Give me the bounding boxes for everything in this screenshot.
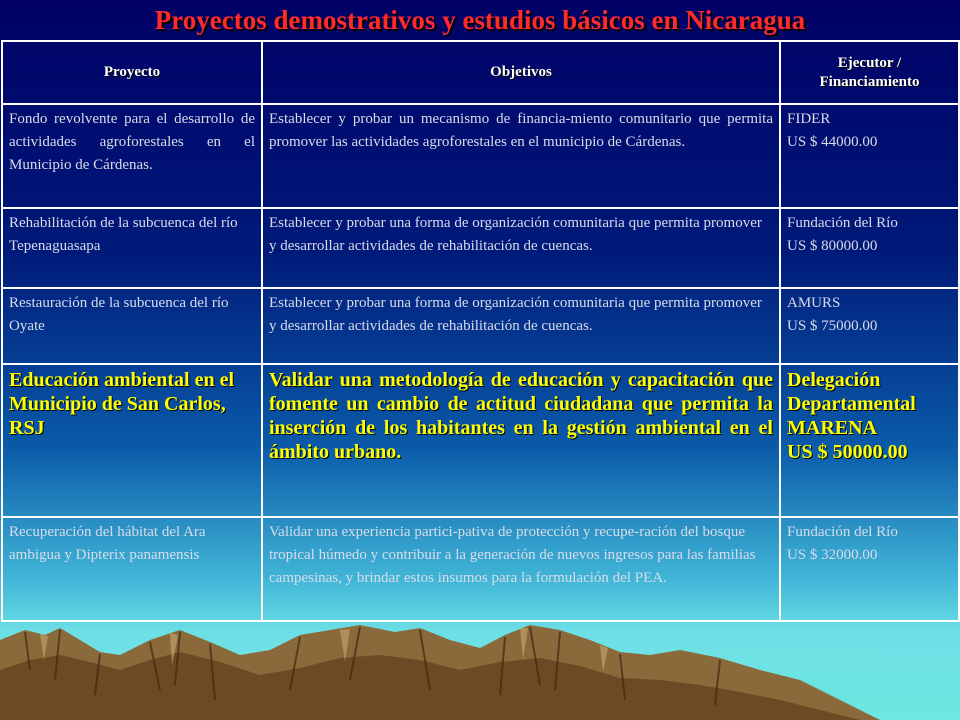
ejecutor-amount: US $ 50000.00 [787, 441, 908, 464]
cell-ejecutor [780, 288, 959, 364]
projects-table [1, 40, 960, 622]
cell-proyecto: Restauración de la subcuenca del río Oyate [2, 288, 262, 364]
header-ejecutor: Ejecutor / Financiamiento [780, 41, 959, 104]
ejecutor-name: FIDER [787, 111, 831, 127]
table-row [2, 104, 959, 208]
cell-ejecutor [780, 208, 959, 288]
ejecutor-name: AMURS [787, 295, 841, 312]
cell-objetivos: Establecer y probar una forma de organización comunitaria que permita promover y desarrollar actividades de rehabilitación de cuencas. [262, 288, 780, 364]
cell-objetivos: Validar una metodología de educación y capacitación que fomente un cambio de actitud ciudadana que permita la inserción de los habitantes en la gestión ambiental en el ámbito urbano. [262, 364, 780, 516]
cell-proyecto: Fondo revolvente para el desarrollo de actividades agroforestales en el Municipio de Cárdenas. [2, 104, 262, 208]
cell-ejecutor [780, 364, 959, 516]
cell-objetivos: Establecer y probar una forma de organización comunitaria que permita promover y desarrollar actividades de rehabilitación de cuencas. [262, 208, 780, 288]
ejecutor-amount: US $ 44000.00 [787, 134, 878, 150]
cell-proyecto: Educación ambiental en el Municipio de San Carlos, RSJ [2, 364, 262, 516]
ejecutor-name: Fundación del Río [787, 523, 898, 540]
cell-ejecutor [780, 517, 959, 621]
cell-proyecto: Rehabilitación de la subcuenca del río Tepenaguasapa [2, 208, 262, 288]
table-row-highlighted [2, 364, 959, 516]
cell-proyecto: Recuperación del hábitat del Ara ambigua y Dipterix panamensis [2, 517, 262, 621]
cell-ejecutor [780, 104, 959, 208]
table-row [2, 208, 959, 288]
page-title: Proyectos demostrativos y estudios básicos en Nicaragua [154, 5, 806, 35]
ejecutor-name: Delegación Departamental MARENA [787, 369, 916, 440]
table-row [2, 517, 959, 621]
ejecutor-amount: US $ 75000.00 [787, 318, 878, 335]
ejecutor-amount: US $ 80000.00 [787, 238, 878, 255]
cell-objetivos: Validar una experiencia partici-pativa de protección y recupe-ración del bosque tropical húmedo y contribuir a la generación de nuevos ingresos para las familias campesinas, y brindar estos insumos para la formulación del PEA. [262, 517, 780, 621]
ejecutor-amount: US $ 32000.00 [787, 546, 878, 563]
table-header-row [2, 41, 959, 104]
header-proyecto: Proyecto [2, 41, 262, 104]
cell-objetivos: Establecer y probar un mecanismo de financia-miento comunitario que permita promover las actividades agroforestales en el municipio de Cárdenas. [262, 104, 780, 208]
header-objetivos: Objetivos [262, 41, 780, 104]
table-row [2, 288, 959, 364]
ejecutor-name: Fundación del Río [787, 215, 898, 232]
